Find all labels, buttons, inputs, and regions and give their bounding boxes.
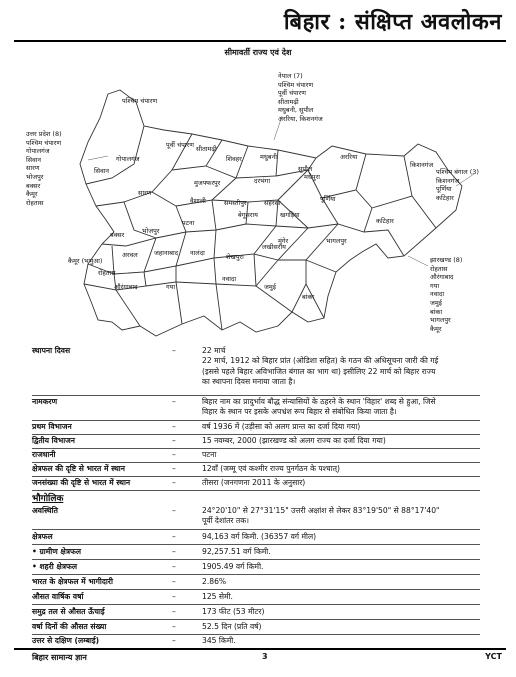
row-divider bbox=[32, 574, 480, 575]
fact-value: 24°20'10" से 27°31'15" उत्तरी अक्षांश से लेकर 83°19'50" से 88°17'40" पूर्वी देशांतर तक। bbox=[202, 506, 440, 526]
neighbor-item: गया bbox=[430, 281, 440, 290]
fact-value: 94,163 वर्ग किमी. (36357 वर्ग मील) bbox=[202, 532, 317, 541]
district-label: खगड़िया bbox=[280, 211, 300, 219]
row-divider bbox=[32, 490, 480, 491]
fact-label: • ग्रामीण क्षेत्रफल bbox=[32, 547, 82, 556]
district-label: सिवान bbox=[94, 167, 109, 175]
row-divider bbox=[32, 619, 480, 620]
district-label: शेखपुरा bbox=[226, 253, 244, 261]
district-label: मधुबनी bbox=[260, 153, 277, 161]
row-divider bbox=[32, 420, 480, 421]
footer-book-title: बिहार सामान्य ज्ञान bbox=[32, 653, 87, 662]
neighbor-item: पूर्णिया bbox=[436, 185, 452, 194]
district-label: लखीसराय bbox=[262, 243, 286, 251]
district-label: कैमूर (भभुआ) bbox=[68, 257, 103, 265]
district-label: रोहतास bbox=[98, 269, 116, 277]
row-divider bbox=[32, 589, 480, 590]
district-label: पश्चिम चंपारण bbox=[122, 97, 158, 105]
neighbor-item: किशनगंज bbox=[436, 176, 460, 185]
row-divider bbox=[32, 395, 480, 396]
fact-label: स्थापना दिवस bbox=[32, 346, 71, 355]
fact-value: बिहार नाम का प्रादुर्भाव बौद्ध संन्यासियों के ठहरने के स्थान 'विहार' शब्द से हुआ, जिसे विहार के स्थान पर इसके अपभ्रंश रूप बिहार से संबोधित किया जाता है। bbox=[202, 397, 436, 417]
fact-label: प्रथम विभाजन bbox=[32, 422, 72, 431]
district-label: मधेपुरा bbox=[304, 173, 320, 181]
fact-dash: – bbox=[172, 450, 176, 459]
fact-dash: – bbox=[172, 397, 176, 406]
fact-dash: – bbox=[172, 506, 176, 515]
row-divider bbox=[32, 434, 480, 435]
neighbor-item: नवादा bbox=[430, 290, 445, 299]
neighbor-list-up bbox=[26, 130, 62, 207]
neighbor-item: बांका bbox=[430, 307, 443, 316]
page-number: 3 bbox=[262, 652, 268, 661]
row-divider bbox=[32, 634, 480, 635]
fact-value: 92,257.51 वर्ग किमी. bbox=[202, 547, 271, 556]
row-divider bbox=[32, 604, 480, 605]
fact-dash: – bbox=[172, 436, 176, 445]
district-label: मुजफ्फरपुर bbox=[194, 179, 221, 187]
row-divider bbox=[32, 544, 480, 545]
neighbor-item: कैमूर bbox=[26, 190, 38, 199]
fact-dash: – bbox=[172, 547, 176, 556]
district-label: मुंगेर bbox=[278, 237, 289, 245]
neighbor-heading: नेपाल (7) bbox=[278, 72, 303, 80]
fact-label: भारत के क्षेत्रफल में भागीदारी bbox=[32, 577, 113, 586]
district-label: सहरसा bbox=[264, 199, 281, 207]
bihar-map bbox=[16, 60, 506, 350]
fact-label: अवस्थिति bbox=[32, 506, 58, 515]
row-divider bbox=[32, 476, 480, 477]
fact-value: 2.86% bbox=[202, 577, 227, 586]
district-label: सारण bbox=[138, 189, 152, 197]
neighbor-item: औरंगाबाद bbox=[430, 273, 454, 282]
fact-value: 1905.49 वर्ग किमी. bbox=[202, 562, 264, 571]
district-label: नवादा bbox=[222, 275, 237, 283]
district-label: गया bbox=[166, 283, 176, 291]
fact-label: जनसंख्या की दृष्टि से भारत में स्थान bbox=[32, 478, 131, 487]
neighbor-item: जमुई bbox=[430, 298, 442, 307]
neighbor-item: कटिहार bbox=[436, 193, 454, 202]
district-label: वैशाली bbox=[190, 197, 206, 205]
district-label: अररिया bbox=[340, 153, 358, 161]
district-label: जमुई bbox=[264, 283, 276, 291]
neighbor-list-nepal bbox=[278, 72, 323, 124]
fact-value: वर्ष 1936 में (उड़ीसा को अलग प्रान्त का दर्जा दिया गया) bbox=[202, 422, 361, 431]
neighbor-item: मधुबनी, सुपौल bbox=[278, 106, 314, 115]
neighbor-item: भोजपुर bbox=[26, 172, 44, 181]
fact-label: उत्तर से दक्षिण (लम्बाई) bbox=[32, 636, 100, 645]
fact-dash: – bbox=[172, 464, 176, 473]
fact-value: 52.5 दिन (प्रति वर्ष) bbox=[202, 622, 262, 631]
fact-dash: – bbox=[172, 346, 176, 355]
fact-dash: – bbox=[172, 532, 176, 541]
fact-dash: – bbox=[172, 562, 176, 571]
section-heading: भौगोलिक bbox=[32, 494, 64, 504]
neighbor-item: पूर्वी चंपारण bbox=[278, 89, 306, 98]
fact-dash: – bbox=[172, 636, 176, 645]
fact-dash: – bbox=[172, 422, 176, 431]
footer-rule bbox=[14, 648, 506, 650]
district-label: अरवल bbox=[122, 251, 138, 259]
fact-label: वर्षा दिनों की औसत संख्या bbox=[32, 622, 107, 631]
district-label: जहानाबाद bbox=[154, 249, 179, 257]
district-label: नालंदा bbox=[190, 249, 205, 257]
row-divider bbox=[32, 529, 480, 530]
fact-label: • शहरी क्षेत्रफल bbox=[32, 562, 78, 571]
district-label: सीतामढ़ी bbox=[196, 145, 217, 153]
neighbor-list-jh bbox=[430, 256, 462, 333]
row-divider bbox=[32, 559, 480, 560]
neighbor-heading: उत्तर प्रदेश (8) bbox=[26, 130, 62, 138]
fact-dash: – bbox=[172, 607, 176, 616]
district-label: किशनगंज bbox=[410, 161, 434, 169]
fact-dash: – bbox=[172, 592, 176, 601]
district-label: भागलपुर bbox=[326, 237, 347, 245]
fact-label: समुद्र तल से औसत ऊँचाई bbox=[32, 607, 105, 616]
district-label: बांका bbox=[302, 293, 315, 301]
fact-label: क्षेत्रफल bbox=[32, 532, 53, 541]
district-label: भोजपुर bbox=[142, 227, 160, 235]
neighbor-list-wb bbox=[436, 168, 479, 202]
neighbor-item: बक्सर bbox=[26, 181, 41, 190]
neighbor-item: रोहतास bbox=[430, 264, 448, 273]
title-rule bbox=[14, 40, 506, 42]
publisher-label: YCT bbox=[485, 652, 502, 661]
district-label: शिवहर bbox=[226, 155, 242, 163]
fact-value: 125 सेमी. bbox=[202, 592, 233, 601]
fact-label: औसत वार्षिक वर्षा bbox=[32, 592, 84, 601]
neighbor-item: कैमूर bbox=[430, 324, 442, 333]
neighbor-item: सीतामढ़ी bbox=[278, 97, 299, 106]
district-label: पूर्वी चंपारण bbox=[166, 141, 194, 149]
page-title: बिहार : संक्षिप्त अवलोकन bbox=[283, 9, 502, 35]
fact-label: नामकरण bbox=[32, 397, 58, 406]
fact-dash: – bbox=[172, 577, 176, 586]
district-label: पटना bbox=[182, 219, 195, 227]
fact-value: तीसरा (जनगणना 2011 के अनुसार) bbox=[202, 478, 306, 487]
fact-label: द्वितीय विभाजन bbox=[32, 436, 76, 445]
neighbor-item: सारण bbox=[26, 164, 40, 173]
fact-value: 173 फीट (53 मीटर) bbox=[202, 607, 265, 616]
fact-value: 12वाँ (जम्मू एवं कश्मीर राज्य पुनर्गठन के पश्चात्) bbox=[202, 464, 340, 473]
district-label: सुपौल bbox=[298, 165, 313, 173]
neighbor-item: पश्चिम चंपारण bbox=[278, 80, 314, 89]
fact-value: 22 मार्च 22 मार्च, 1912 को बिहार प्रांत (ओडिशा सहित) के गठन की अधिसूचना जारी की गई (इससे पहले बिहार अविभाजित बंगाल का भाग था) इसीलिए 22 मार्च को बिहार राज्य का स्थापना दिवस मनाया जाता है। bbox=[202, 346, 439, 387]
fact-label: राजधानी bbox=[32, 450, 56, 459]
neighbor-item: सिवान bbox=[26, 155, 41, 164]
district-label: बक्सर bbox=[110, 231, 125, 239]
fact-label: क्षेत्रफल की दृष्टि से भारत में स्थान bbox=[32, 464, 125, 473]
district-label: बेगूसराय bbox=[238, 211, 258, 219]
district-label: गोपालगंज bbox=[116, 155, 140, 163]
neighbor-heading: पश्चिम बंगाल (3) bbox=[436, 168, 479, 176]
district-label: पूर्णिया bbox=[320, 195, 336, 203]
district-label: औरंगाबाद bbox=[114, 283, 138, 291]
neighbor-item: अररिया, किशनगंज bbox=[278, 114, 323, 123]
neighbor-item: रोहतास bbox=[26, 198, 44, 207]
fact-value: 345 किमी. bbox=[202, 636, 236, 645]
neighbor-item: पश्चिम चंपारण bbox=[26, 138, 62, 147]
fact-value: 15 नवम्बर, 2000 (झारखण्ड को अलग राज्य का दर्जा दिया गया) bbox=[202, 436, 386, 445]
neighbor-heading: झारखण्ड (8) bbox=[430, 256, 463, 264]
row-divider bbox=[32, 462, 480, 463]
district-label: दरभंगा bbox=[254, 177, 271, 185]
neighbor-item: भागलपुर bbox=[430, 316, 451, 325]
fact-dash: – bbox=[172, 478, 176, 487]
map-title: सीमावर्ती राज्य एवं देश bbox=[224, 48, 292, 57]
neighbor-item: गोपालगंज bbox=[26, 147, 50, 156]
row-divider bbox=[32, 448, 480, 449]
district-label: कटिहार bbox=[376, 217, 394, 225]
district-label: समस्तीपुर bbox=[224, 199, 247, 207]
fact-value: पटना bbox=[202, 450, 217, 459]
fact-dash: – bbox=[172, 622, 176, 631]
